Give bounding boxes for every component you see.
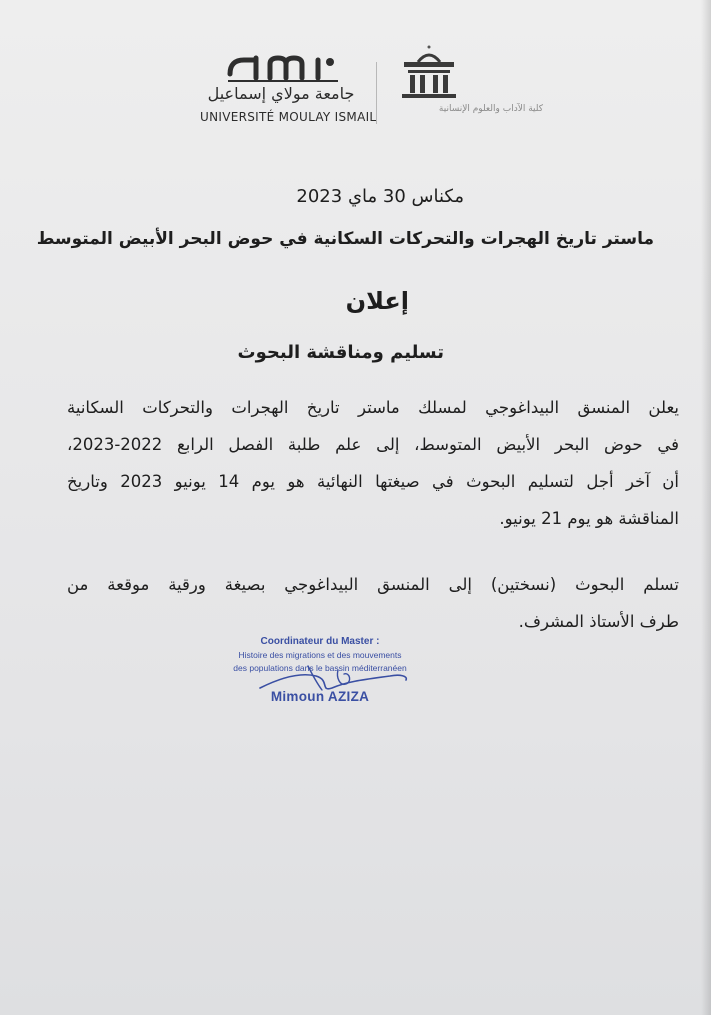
stamp-coordinator-name: Mimoun AZIZA — [270, 689, 370, 704]
submission-paragraph — [67, 566, 679, 640]
university-logo — [200, 52, 377, 132]
page-edge-shadow — [701, 0, 711, 1015]
faculty-name-arabic: كلية الآداب والعلوم الإنسانية — [438, 104, 543, 114]
umi-logo-icon — [226, 52, 341, 84]
paragraph-line: يعلن المنسق البيداغوجي لمسلك ماستر تاريخ الهجرات والتحركات السكانية — [67, 398, 679, 417]
paragraph-line: طرف الأستاذ المشرف. — [518, 612, 679, 631]
paragraph-line: المناقشة هو يوم 21 يونيو. — [499, 509, 679, 528]
faculty-building-icon — [398, 44, 460, 104]
paragraph-line: تسلم البحوث (نسختين) إلى المنسق البيداغوجي بصيغة ورقية موقعة من — [67, 575, 679, 594]
master-title: ماستر تاريخ الهجرات والتحركات السكانية في حوض البحر الأبيض المتوسط — [36, 229, 654, 249]
announcement-heading: إعلان — [345, 287, 409, 315]
faculty-logo — [388, 44, 543, 129]
stamp-master-line-2: des populations dans le bassin méditerranéen — [233, 663, 407, 673]
header-divider — [376, 62, 377, 124]
subject-heading: تسليم ومناقشة البحوث — [237, 342, 444, 363]
university-name-french: UNIVERSITÉ MOULAY ISMAIL — [200, 110, 377, 124]
paragraph-line: في حوض البحر الأبيض المتوسط، إلى علم طلبة الفصل الرابع 2022-2023، — [67, 435, 679, 454]
date-line: مكناس 30 ماي 2023 — [296, 186, 464, 207]
stamp-title: Coordinateur du Master : — [260, 636, 380, 647]
stamp-master-line-1: Histoire des migrations et des mouvements — [238, 650, 402, 660]
handwritten-signature — [220, 636, 420, 716]
paragraph-line: أن آخر أجل لتسليم البحوث في صيغتها النهائية هو يوم 14 يونيو 2023 وتاريخ — [67, 472, 680, 491]
university-name-arabic: جامعة مولاي إسماعيل — [207, 84, 355, 103]
announcement-paragraph — [67, 389, 679, 537]
